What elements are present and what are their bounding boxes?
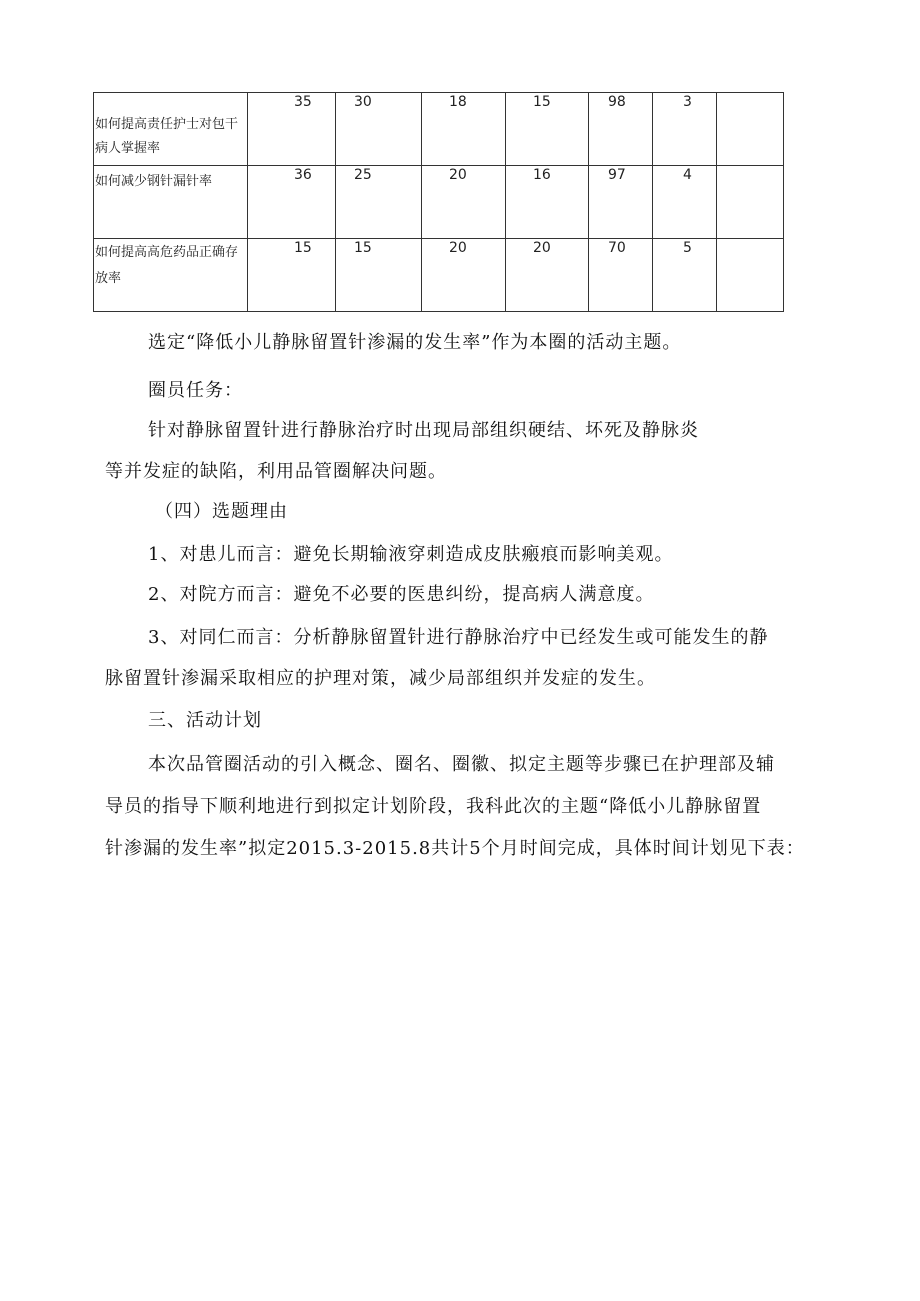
score-value: 25 [354,167,372,183]
topic-score-table [93,92,784,312]
score-value: 97 [608,167,626,183]
reason-item-continued: 脉留置针渗漏采取相应的护理对策，减少局部组织并发症的发生。 [105,668,656,689]
topic-cell [94,93,248,166]
score-cell [717,239,784,312]
topic-text: 如何减少钢针漏针率 [95,174,213,189]
topic-text: 如何提高责任护士对包干病人掌握率 [95,117,239,156]
score-value: 98 [608,94,626,110]
plan-paragraph-line: 导员的指导下顺利地进行到拟定计划阶段，我科此次的主题“降低小儿静脉留置 [105,796,762,817]
plan-paragraph-line: 针渗漏的发生率”拟定2015.3-2015.8共计5个月时间完成，具体时间计划见下表： [105,838,805,859]
score-value: 70 [608,240,626,256]
reason-item: 2、对院方而言：避免不必要的医患纠纷，提高病人满意度。 [148,584,655,605]
member-task-line: 等并发症的缺陷，利用品管圈解决问题。 [105,461,447,482]
score-value: 5 [683,240,692,256]
topic-cell [94,166,248,239]
theme-selected-paragraph: 选定“降低小儿静脉留置针渗漏的发生率”作为本圈的活动主题。 [148,332,682,353]
score-value [717,166,783,167]
score-value: 35 [294,94,312,110]
score-value: 3 [683,94,692,110]
score-cell [717,93,784,166]
score-value [717,239,783,240]
score-value: 15 [533,94,551,110]
reason-heading: （四）选题理由 [155,501,288,522]
score-value: 20 [449,167,467,183]
plan-heading: 三、活动计划 [148,710,262,731]
topic-cell [94,239,248,312]
score-cell [248,239,336,312]
score-cell [422,93,506,166]
member-task-heading: 圈员任务： [148,380,243,401]
score-value: 30 [354,94,372,110]
score-cell [653,166,717,239]
score-cell [336,166,422,239]
score-value: 36 [294,167,312,183]
table-row [94,166,784,239]
member-task-line: 针对静脉留置针进行静脉治疗时出现局部组织硬结、坏死及静脉炎 [148,420,699,441]
score-value: 20 [449,240,467,256]
score-value: 15 [294,240,312,256]
score-cell [422,239,506,312]
score-cell [422,166,506,239]
score-cell [589,166,653,239]
score-value: 15 [354,240,372,256]
score-cell [589,239,653,312]
reason-item: 1、对患儿而言：避免长期输液穿刺造成皮肤瘢痕而影响美观。 [148,544,674,565]
table-row [94,239,784,312]
score-cell [336,239,422,312]
score-value: 20 [533,240,551,256]
topic-text: 如何提高高危药品正确存放率 [95,245,239,286]
plan-paragraph-line: 本次品管圈活动的引入概念、圈名、圈徽、拟定主题等步骤已在护理部及辅 [148,754,775,775]
score-cell [653,93,717,166]
score-cell [336,93,422,166]
score-cell [589,93,653,166]
score-cell [248,93,336,166]
score-cell [506,93,589,166]
reason-item: 3、对同仁而言：分析静脉留置针进行静脉治疗中已经发生或可能发生的静 [148,627,769,648]
score-cell [717,166,784,239]
score-value: 16 [533,167,551,183]
score-value: 4 [683,167,692,183]
score-cell [506,166,589,239]
table-row [94,93,784,166]
score-cell [506,239,589,312]
score-cell [248,166,336,239]
score-value [717,93,783,94]
score-value: 18 [449,94,467,110]
score-cell [653,239,717,312]
